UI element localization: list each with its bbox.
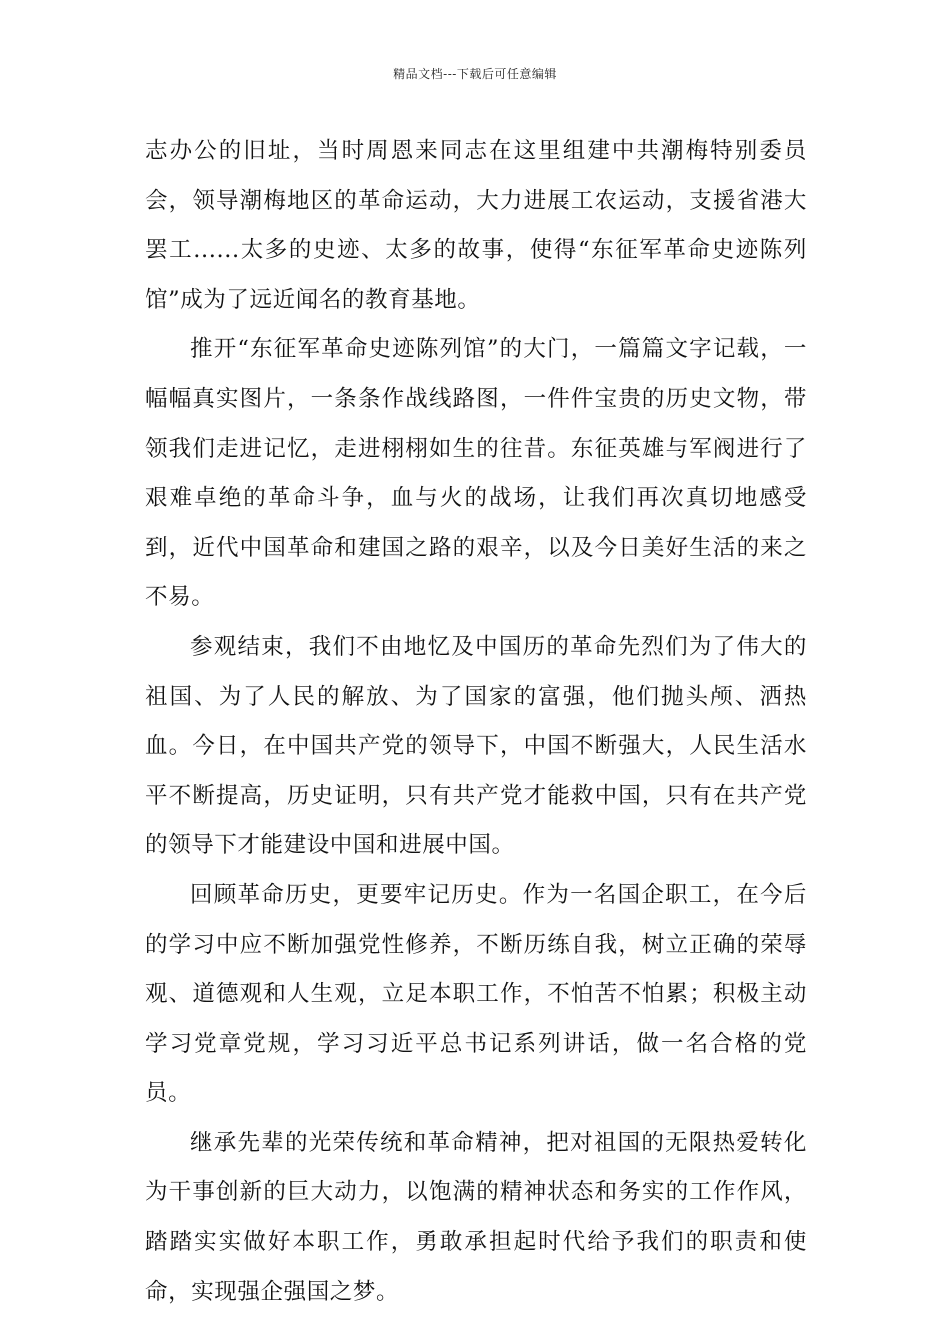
paragraph-reflection: 参观结束，我们不由地忆及中国历的革命先烈们为了伟大的祖国、为了人民的解放、为了国家的富强，他们抛头颅、洒热血。今日，在中国共产党的领导下，中国不断强大，人民生活水平不断提高，历史证明，只有共产党才能救中国，只有在共产党的领导下才能建设中国和进展中国。 [145, 633, 807, 859]
paragraph-review-history: 回顾革命历史，更要牢记历史。作为一名国企职工，在今后的学习中应不断加强党性修养，不断历练自我，树立正确的荣辱观、道德观和人生观，立足本职工作，不怕苦不怕累；积极主动学习党章党规，学习习近平总书记系列讲话，做一名合格的党员。 [145, 881, 807, 1107]
page-header: 精品文档---下载后可任意编辑 [393, 67, 557, 81]
paragraph-continuation: 志办公的旧址，当时周恩来同志在这里组建中共潮梅特别委员会，领导潮梅地区的革命运动，大力进展工农运动，支援省港大罢工......太多的史迹、太多的故事，使得“东征军革命史迹陈列馆”成为了远近闻名的教育基地。 [145, 138, 807, 313]
paragraph-inherit-spirit: 继承先辈的光荣传统和革命精神，把对祖国的无限热爱转化为干事创新的巨大动力，以饱满的精神状态和务实的工作作风，踏踏实实做好本职工作，勇敢承担起时代给予我们的职责和使命，实现强企强国之梦。 [145, 1129, 807, 1305]
paragraph-exhibition-hall: 推开“东征军革命史迹陈列馆”的大门，一篇篇文字记载，一幅幅真实图片，一条条作战线路图，一件件宝贵的历史文物，带领我们走进记忆，走进栩栩如生的往昔。东征英雄与军阀进行了艰难卓绝的革命斗争，血与火的战场，让我们再次真切地感受到，近代中国革命和建国之路的艰辛，以及今日美好生活的来之不易。 [145, 336, 807, 611]
document-body [145, 127, 807, 1317]
